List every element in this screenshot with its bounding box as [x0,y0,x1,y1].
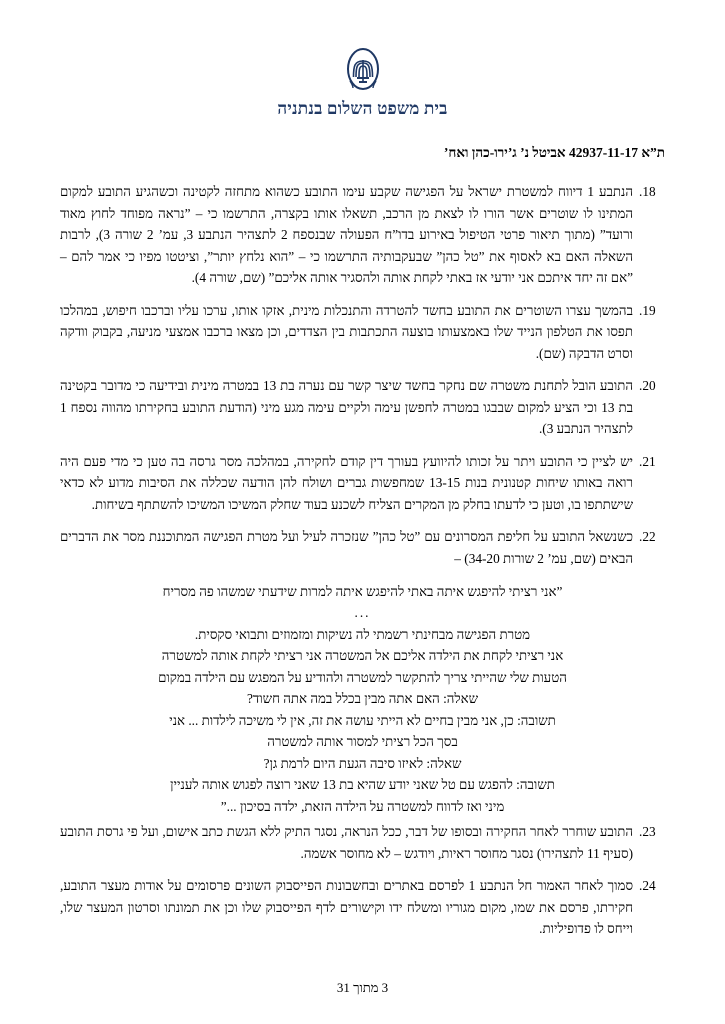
paragraph-number: 24. [639,878,656,894]
paragraph-18 [60,181,665,289]
paragraph-21 [60,451,665,516]
paragraph-text: כשנשאל התובע על חליפת המסרונים עם ”טל כהן” שנזכרה לעיל ועל מטרת הפגישה המתוכננת מסר את הדברים הבאים (שם, עמ’ 2 שורות 34-20) – [60,529,633,566]
quote-line: שאלה: האם אתה מבין בכלל במה אתה חשוד? [246,691,479,707]
israel-state-emblem-menorah-icon [346,48,380,90]
quote-line: הטעות שלי שהייתי צריך להתקשר למשטרה ולהודיע על המפגש עם הילדה במקום [158,669,567,685]
quote-line: בסך הכל רציתי למסור אותה למשטרה [267,734,458,750]
paragraph-text: סמוך לאחר האמור חל הנתבע 1 לפרסם באתרים ובחשבונות הפייסבוק השונים פרסומים על אודות מעצר התובע, חקירתו, פרסם את שמו, מקום מגוריו ומשלח ידו וקישורים לדף הפייסבוק שלו וכן את תמונתו וסרטון המעצר שלו, וייחס לו פדופיליות. [60,878,634,937]
quote-line: תשובה: כן, אני מבין בחיים לא הייתי עושה את זה, אין לי משיכה לילדות ... אני [169,712,556,728]
quote-line: מיני ואז לדווח למשטרה על הילדה הזאת, ילדה בסיכון ...” [220,798,505,814]
paragraph-text: התובע שוחרר לאחר החקירה ובסופו של דבר, ככל הנראה, נסגר התיק ללא הגשת כתב אישום, ועל פי גרסת התובע (סעיף 11 לתצהירו) נסגר מחוסר ראיות, ויודגש – לא מחוסר אשמה. [60,824,633,861]
paragraph-22 [60,526,665,569]
paragraph-23 [60,821,665,864]
quote-line: ... [354,605,371,621]
quote-line: מטרת הפגישה מבחינתי רשמתי לה נשיקות ומזמוזים ותבואי סקסית. [194,626,531,642]
quote-line: ”אני רציתי להיפגש איתה באתי להיפגש איתה למרות שידעתי שמשהו פה מסריח [162,583,563,599]
quote-line: שאלה: לאיזו סיבה הגעת היום לרמת גן? [263,755,462,771]
paragraph-20 [60,375,665,440]
paragraph-19 [60,300,665,365]
quote-line: תשובה: להפגש עם טל שאני יודע שהיא בת 13 שאני רוצה לפגוש אותה לעניין [170,777,555,793]
paragraph-number: 23. [639,824,656,840]
paragraph-number: 19. [639,302,656,318]
paragraph-text: בהמשך עצרו השוטרים את התובע בחשד להטרדה והתנכלות מינית, אזקו אותו, ערכו עליו וברכבו חיפוש, במהלכו תפסו את הטלפון הנייד שלו באמצעותו בוצעה התכתבות בין הצדדים, וכן מצאו ברכבו אמצעי מניעה, בקבוק וודקה וסרט הדבקה (שם). [60,302,633,361]
quoted-interrogation-transcript [60,581,665,818]
emblem-container [60,48,665,95]
document-body [60,181,665,940]
paragraph-number: 20. [639,378,656,394]
court-title: בית משפט השלום בנתניה [277,99,448,118]
page-number-label: 3 מתוך 31 [336,980,389,995]
quote-line: אני רציתי לקחת את הילדה אליכם אל המשטרה אני רציתי לקחת אותה למשטרה [161,648,564,664]
paragraph-number: 18. [639,184,656,199]
paragraph-number: 21. [639,453,656,469]
paragraph-24 [60,875,665,940]
paragraph-text: יש לציין כי התובע ויתר על זכותו להיוועץ בעורך דין קודם לחקירה, במהלכה מסר גרסה בה טען כי מדי פעם היה רואה באותו שיחות קטנונית בנות 13-15 שמחפשות גברים ושולח להן הודעה שכללה את הסיבות מדוע לא כדאי שישתתפו בו, וטען כי לדעתו בחלק מן המקרים הצליח לשכנע בעוד שחלק המשיכו המשיכו להשתתף בשיחות. [60,453,633,512]
paragraph-text: הנתבע 1 דיווח למשטרת ישראל על הפגישה שקבע עימו התובע כשהוא מתחזה לקטינה וכשהגיע התובע למקום המתינו לו שוטרים אשר הורו לו לצאת מן הרכב, תשאלו אותו בקצרה, התרשמו כי – ”נראה מפוחד לחוץ מאוד ורועד” (מתוך תיאור פרטי הטיפול באירוע בדו”ח הפעולה שבנספח 2 לתצהיר הנתבע 3, עמ’ 2 שורה 3), לרבות השאלה האם בא לאסוף את ”טל כהן” שבעקבותיה התרשמו כי – ”הוא נלחץ יותר”, וציטטו מפיו כי אמר להם – ”אם זה יחד איתכם אני יודעי אז באתי לקחת אותה ולהסגיר אותה אליכם” (שם, שורה 4). [60,184,634,286]
page-footer [0,980,725,996]
paragraph-number: 22. [639,529,656,545]
case-number-line: ת”א 42937-11-17 אביטל נ’ ג’ירו-כהן ואח’ [443,145,665,160]
paragraph-text: התובע הובל לתחנת משטרה שם נחקר בחשד שיצר קשר עם נערה בת 13 במטרה מינית ובידיעה כי מדובר בקטינה בת 13 וכי הציע למקום שבבגו במטרה לחפשן עימה ולקיים עימה מגע מיני (הודעת התובע בחקירתו מהווה נספח 1 לתצהיר הנתבע 3). [60,378,633,437]
